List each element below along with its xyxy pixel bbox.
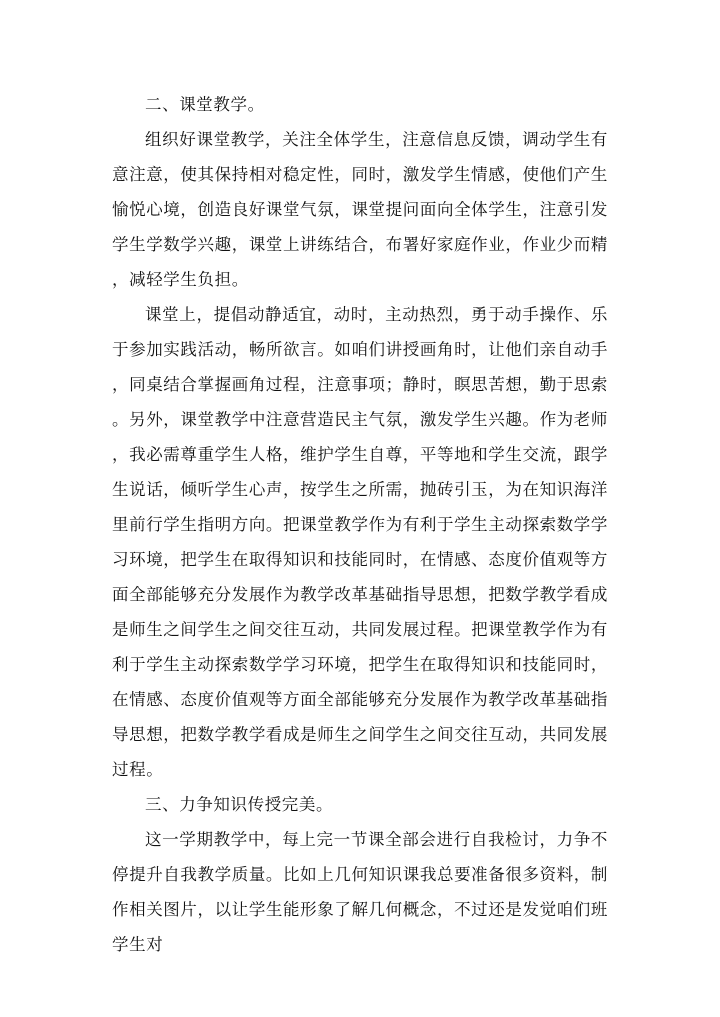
paragraph-organize-classroom: 组织好课堂教学，关注全体学生，注意信息反馈，调动学生有意注意，使其保持相对稳定性，同时，激发学生情感，使他们产生愉悦心境，创造良好课堂气氛，课堂提问面向全体学生，注意引发学生学数学兴趣，课堂上讲练结合，布署好家庭作业，作业少而精，减轻学生负担。 bbox=[112, 130, 608, 289]
paragraph-classroom-activities: 课堂上，提倡动静适宜，动时，主动热烈，勇于动手操作、乐于参加实践活动，畅所欲言。如咱们讲授画角时，让他们亲自动手，同桌结合掌握画角过程，注意事项；静时，瞑思苦想，勤于思索。另外，课堂教学中注意营造民主气氛，激发学生兴趣。作为老师，我必需尊重学生人格，维护学生自尊，平等地和学生交流，跟学生说话，倾听学生心声，按学生之所需，抛砖引玉，为在知识海洋里前行学生指明方向。把课堂教学作为有利于学生主动探索数学学习环境，把学生在取得知识和技能同时，在情感、态度价值观等方面全部能够充分发展作为教学改革基础指导思想，把数学教学看成是师生之间学生之间交往互动，共同发展过程。把课堂教学作为有利于学生主动探索数学学习环境，把学生在取得知识和技能同时，在情感、态度价值观等方面全部能够充分发展作为教学改革基础指导思想，把数学教学看成是师生之间学生之间交往互动，共同发展过程。 bbox=[112, 305, 608, 779]
section-heading-knowledge-transfer: 三、力争知识传授完美。 bbox=[145, 795, 334, 814]
section-heading-classroom-teaching: 二、课堂教学。 bbox=[145, 95, 265, 114]
document-page bbox=[112, 87, 608, 962]
paragraph-self-review: 这一学期教学中，每上完一节课全部会进行自我检讨，力争不停提升自我教学质量。比如上几何知识课我总要准备很多资料，制作相关图片，以让学生能形象了解几何概念，不过还是发觉咱们班学生对 bbox=[112, 830, 608, 954]
